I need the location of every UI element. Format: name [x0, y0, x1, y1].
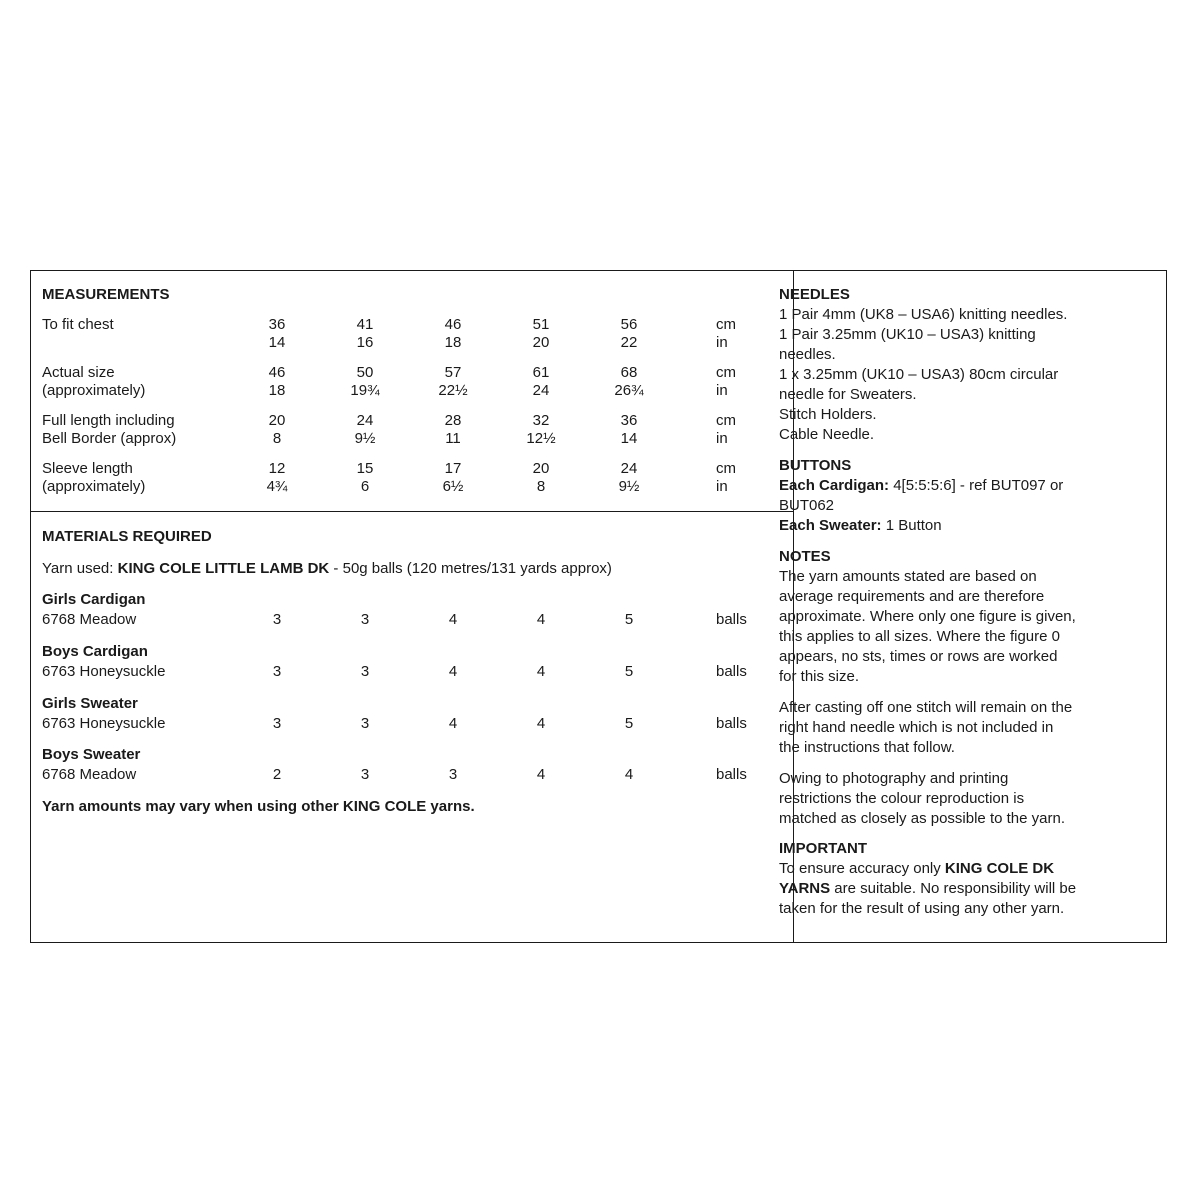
yarn-suffix: - 50g balls (120 metres/131 yards approx) — [329, 560, 612, 577]
measurement-cm-value: 24 — [620, 460, 638, 477]
unit-cm: cm — [716, 412, 736, 429]
buttons-cardigan-ref: BUT062 — [779, 497, 835, 514]
needles-line: Cable Needle. — [779, 426, 875, 443]
notes-heading: NOTES — [779, 548, 831, 565]
notes-line: The yarn amounts stated are based on — [779, 568, 1037, 585]
notes-line: Owing to photography and printing — [779, 770, 1009, 787]
notes-line: approximate. Where only one figure is given, — [779, 608, 1076, 625]
important-yarn: KING COLE DK — [944, 860, 1055, 877]
ball-quantity: 3 — [360, 663, 370, 680]
measurement-in-value: 26¾ — [614, 382, 644, 399]
unit-in: in — [716, 382, 728, 399]
ball-quantity: 4 — [536, 715, 546, 732]
measurement-in-value: 24 — [532, 382, 550, 399]
yarn-prefix: Yarn used: — [42, 560, 118, 577]
garment-title: Boys Sweater — [42, 746, 141, 763]
important-line-3: taken for the result of using any other yarn. — [779, 900, 1065, 917]
notes-line: for this size. — [779, 668, 860, 685]
ball-quantity: 4 — [536, 611, 546, 628]
notes-line: average requirements and are therefore — [779, 588, 1045, 605]
ball-quantity: 3 — [360, 715, 370, 732]
notes-line: matched as closely as possible to the yarn. — [779, 810, 1065, 827]
ball-quantity: 3 — [272, 715, 282, 732]
ball-quantity: 4 — [624, 766, 634, 783]
unit-cm: cm — [716, 316, 736, 333]
unit-in: in — [716, 334, 728, 351]
measurement-cm-value: 36 — [620, 412, 638, 429]
measurement-sublabel: (approximately) — [42, 478, 146, 495]
unit-balls: balls — [716, 715, 747, 732]
garment-title: Girls Sweater — [42, 695, 138, 712]
measurement-cm-value: 36 — [268, 316, 286, 333]
measurement-in-value: 8 — [272, 430, 282, 447]
unit-balls: balls — [716, 611, 747, 628]
garment-title: Girls Cardigan — [42, 591, 146, 608]
needles-line: needle for Sweaters. — [779, 386, 917, 403]
measurement-in-value: 22 — [620, 334, 638, 351]
buttons-cardigan — [779, 476, 1129, 496]
needles-line: 1 x 3.25mm (UK10 – USA3) 80cm circular — [779, 366, 1059, 383]
section-divider — [31, 511, 793, 512]
yarn-footnote: Yarn amounts may vary when using other KING COLE yarns. — [42, 798, 475, 815]
measurement-cm-value: 12 — [268, 460, 286, 477]
measurement-cm-value: 32 — [532, 412, 550, 429]
measurement-in-value: 22½ — [438, 382, 468, 399]
ball-quantity: 2 — [272, 766, 282, 783]
measurement-cm-value: 20 — [268, 412, 286, 429]
measurement-in-value: 9½ — [618, 478, 640, 495]
measurement-in-value: 19¾ — [350, 382, 380, 399]
measurement-in-value: 6 — [360, 478, 370, 495]
needles-list — [779, 305, 1129, 445]
unit-cm: cm — [716, 364, 736, 381]
measurement-cm-value: 61 — [532, 364, 550, 381]
sweater-value: 1 Button — [881, 517, 942, 534]
measurement-cm-value: 28 — [444, 412, 462, 429]
measurement-in-value: 14 — [620, 430, 638, 447]
ball-quantity: 3 — [448, 766, 458, 783]
ball-quantity: 5 — [624, 611, 634, 628]
buttons-sweater — [779, 516, 1129, 536]
right-column — [779, 285, 1129, 919]
measurement-label: To fit chest — [42, 316, 114, 333]
measurement-in-value: 16 — [356, 334, 374, 351]
measurement-cm-value: 15 — [356, 460, 374, 477]
measurement-cm-value: 46 — [444, 316, 462, 333]
measurement-in-value: 11 — [445, 430, 461, 447]
notes-line: this applies to all sizes. Where the figure 0 — [779, 628, 1060, 645]
ball-quantity: 3 — [360, 611, 370, 628]
measurement-cm-value: 57 — [444, 364, 462, 381]
important-heading: IMPORTANT — [779, 840, 868, 857]
ball-quantity: 5 — [624, 715, 634, 732]
needles-heading: NEEDLES — [779, 286, 850, 303]
ball-quantity: 3 — [272, 663, 282, 680]
notes-line: right hand needle which is not included in — [779, 719, 1054, 736]
buttons-heading: BUTTONS — [779, 457, 852, 474]
unit-balls: balls — [716, 766, 747, 783]
measurement-cm-value: 41 — [356, 316, 374, 333]
notes-line: the instructions that follow. — [779, 739, 955, 756]
measurement-sublabel: (approximately) — [42, 382, 146, 399]
important-line-2 — [779, 879, 1129, 899]
important-yarns: YARNS — [779, 880, 831, 897]
materials-heading: MATERIALS REQUIRED — [42, 528, 212, 545]
yarn-colour: 6763 Honeysuckle — [42, 663, 166, 680]
ball-quantity: 4 — [536, 663, 546, 680]
ball-quantity: 3 — [360, 766, 370, 783]
important-suffix: are suitable. No responsibility will be — [830, 880, 1077, 897]
measurement-in-value: 14 — [268, 334, 286, 351]
unit-in: in — [716, 478, 728, 495]
yarn-colour: 6763 Honeysuckle — [42, 715, 166, 732]
important-line-1 — [779, 859, 1129, 879]
ball-quantity: 4 — [448, 715, 458, 732]
cardigan-label: Each Cardigan: — [779, 477, 890, 494]
yarn-colour: 6768 Meadow — [42, 611, 137, 628]
measurement-cm-value: 46 — [268, 364, 286, 381]
ball-quantity: 4 — [448, 663, 458, 680]
ball-quantity: 4 — [536, 766, 546, 783]
measurement-label: Actual size — [42, 364, 115, 381]
measurement-in-value: 18 — [444, 334, 462, 351]
measurement-cm-value: 51 — [532, 316, 550, 333]
needles-line: 1 Pair 3.25mm (UK10 – USA3) knitting — [779, 326, 1036, 343]
ball-quantity: 5 — [624, 663, 634, 680]
unit-in: in — [716, 430, 728, 447]
needles-line: 1 Pair 4mm (UK8 – USA6) knitting needles. — [779, 306, 1068, 323]
notes-paragraph-3 — [779, 769, 1129, 829]
important-prefix: To ensure accuracy only — [779, 860, 945, 877]
measurement-label: Sleeve length — [42, 460, 133, 477]
measurements-heading: MEASUREMENTS — [42, 286, 170, 303]
yarn-name: KING COLE LITTLE LAMB DK — [117, 560, 330, 577]
notes-paragraph-2 — [779, 698, 1129, 758]
measurement-cm-value: 50 — [356, 364, 374, 381]
measurement-sublabel: Bell Border (approx) — [42, 430, 177, 447]
sweater-label: Each Sweater: — [779, 517, 882, 534]
needles-line: Stitch Holders. — [779, 406, 877, 423]
garment-title: Boys Cardigan — [42, 643, 148, 660]
yarn-used — [42, 560, 612, 578]
measurement-in-value: 18 — [268, 382, 286, 399]
measurement-in-value: 8 — [536, 478, 546, 495]
notes-line: appears, no sts, times or rows are worked — [779, 648, 1058, 665]
measurement-in-value: 9½ — [354, 430, 376, 447]
measurement-in-value: 12½ — [526, 430, 556, 447]
measurement-in-value: 20 — [532, 334, 550, 351]
measurement-cm-value: 68 — [620, 364, 638, 381]
measurement-cm-value: 17 — [444, 460, 462, 477]
notes-line: After casting off one stitch will remain on the — [779, 699, 1073, 716]
yarn-colour: 6768 Meadow — [42, 766, 137, 783]
measurement-in-value: 4¾ — [266, 478, 288, 495]
ball-quantity: 4 — [448, 611, 458, 628]
measurement-cm-value: 56 — [620, 316, 638, 333]
measurement-cm-value: 20 — [532, 460, 550, 477]
measurement-in-value: 6½ — [442, 478, 464, 495]
cardigan-value: 4[5:5:5:6] - ref BUT097 or — [889, 477, 1064, 494]
unit-cm: cm — [716, 460, 736, 477]
notes-line: restrictions the colour reproduction is — [779, 790, 1025, 807]
needles-line: needles. — [779, 346, 836, 363]
ball-quantity: 3 — [272, 611, 282, 628]
notes-paragraph-1 — [779, 567, 1129, 687]
unit-balls: balls — [716, 663, 747, 680]
measurement-cm-value: 24 — [356, 412, 374, 429]
measurement-label: Full length including — [42, 412, 175, 429]
